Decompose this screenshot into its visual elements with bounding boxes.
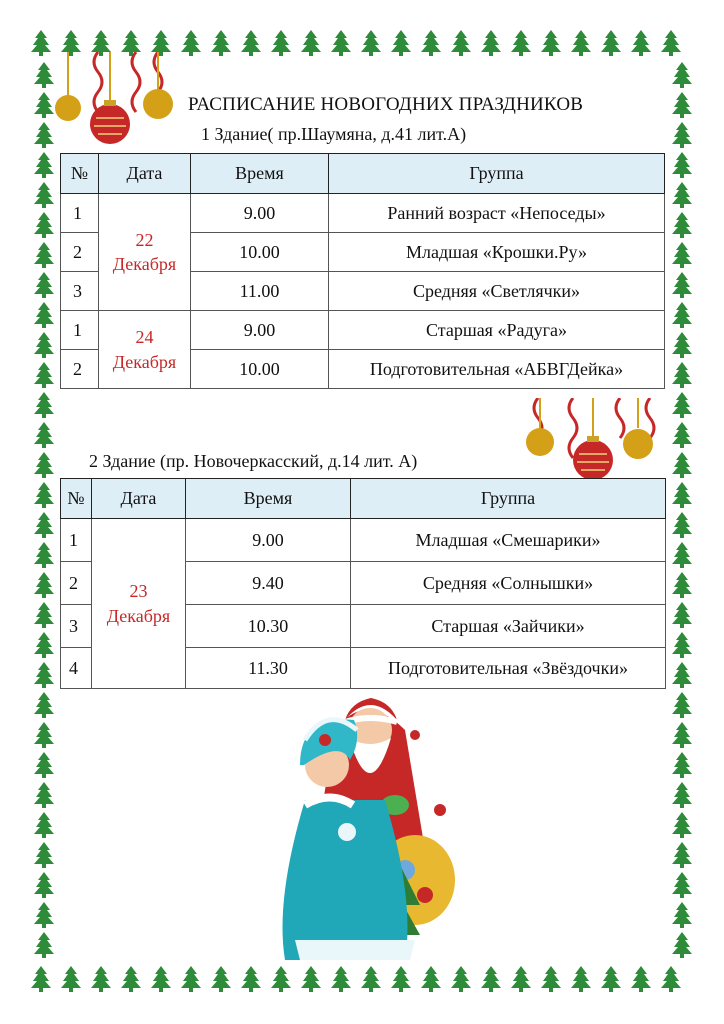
christmas-tree-icon (671, 182, 693, 208)
christmas-tree-icon (33, 782, 55, 808)
christmas-tree-icon (33, 422, 55, 448)
row-time: 11.00 (191, 272, 329, 311)
christmas-tree-icon (33, 452, 55, 478)
row-num: 1 (61, 519, 92, 562)
header-time: Время (191, 154, 329, 194)
christmas-tree-icon (33, 692, 55, 718)
christmas-tree-icon (671, 752, 693, 778)
christmas-tree-icon (570, 30, 592, 56)
christmas-tree-icon (240, 966, 262, 992)
christmas-tree-icon (390, 30, 412, 56)
row-group: Младшая «Смешарики» (351, 519, 666, 562)
christmas-tree-icon (540, 30, 562, 56)
row-time: 9.00 (191, 311, 329, 350)
christmas-tree-icon (660, 966, 682, 992)
christmas-tree-icon (540, 966, 562, 992)
row-num: 2 (61, 233, 99, 272)
christmas-tree-icon (671, 302, 693, 328)
table-header-row (61, 154, 665, 194)
row-group: Средняя «Солнышки» (351, 562, 666, 605)
christmas-tree-icon (671, 722, 693, 748)
page-title: РАСПИСАНИЕ НОВОГОДНИХ ПРАЗДНИКОВ (188, 94, 584, 115)
christmas-tree-icon (671, 602, 693, 628)
christmas-tree-icon (33, 212, 55, 238)
header-group: Группа (329, 154, 665, 194)
date-day: 24 (135, 327, 154, 348)
table-row (61, 519, 666, 562)
christmas-tree-icon (671, 152, 693, 178)
header-time: Время (186, 479, 351, 519)
christmas-tree-icon (671, 782, 693, 808)
row-time: 11.30 (186, 648, 351, 689)
row-time: 10.00 (191, 350, 329, 389)
row-num: 4 (61, 648, 92, 689)
christmas-tree-icon (33, 482, 55, 508)
christmas-tree-icon (671, 452, 693, 478)
row-time: 10.30 (186, 605, 351, 648)
christmas-tree-icon (33, 572, 55, 598)
date-day: 23 (129, 581, 148, 602)
christmas-tree-icon (30, 966, 52, 992)
row-time: 9.00 (191, 194, 329, 233)
christmas-tree-icon (33, 872, 55, 898)
christmas-tree-icon (671, 812, 693, 838)
christmas-tree-icon (33, 242, 55, 268)
christmas-tree-icon (671, 932, 693, 958)
date-day: 22 (135, 229, 154, 250)
christmas-tree-icon (33, 632, 55, 658)
row-time: 10.00 (191, 233, 329, 272)
christmas-ornament-icon (48, 52, 188, 152)
christmas-tree-icon (90, 966, 112, 992)
christmas-tree-icon (671, 662, 693, 688)
date-month: Декабря (112, 351, 177, 372)
row-num: 2 (61, 562, 92, 605)
christmas-tree-icon (33, 662, 55, 688)
christmas-tree-icon (600, 30, 622, 56)
schedule-table-building-1 (60, 153, 665, 389)
christmas-tree-icon (671, 212, 693, 238)
christmas-tree-icon (671, 422, 693, 448)
row-group: Старшая «Зайчики» (351, 605, 666, 648)
christmas-tree-icon (480, 966, 502, 992)
christmas-tree-icon (33, 182, 55, 208)
christmas-tree-icon (33, 512, 55, 538)
christmas-tree-icon (33, 752, 55, 778)
christmas-tree-icon (33, 272, 55, 298)
header-num: № (61, 479, 92, 519)
row-group: Старшая «Радуга» (329, 311, 665, 350)
christmas-tree-icon (660, 30, 682, 56)
table-row (61, 194, 665, 233)
christmas-tree-icon (33, 932, 55, 958)
christmas-tree-icon (120, 966, 142, 992)
row-num: 2 (61, 350, 99, 389)
row-group: Подготовительная «АБВГДейка» (329, 350, 665, 389)
building-2-label: 2 Здание (пр. Новочеркасский, д.14 лит. А) (89, 451, 418, 471)
date-cell (99, 194, 191, 311)
christmas-tree-icon (671, 482, 693, 508)
row-group: Подготовительная «Звёздочки» (351, 648, 666, 689)
christmas-tree-icon (671, 542, 693, 568)
christmas-tree-icon (33, 542, 55, 568)
christmas-tree-icon (480, 30, 502, 56)
header-group: Группа (351, 479, 666, 519)
christmas-tree-icon (671, 512, 693, 538)
christmas-tree-icon (300, 30, 322, 56)
christmas-tree-icon (671, 692, 693, 718)
christmas-tree-icon (671, 572, 693, 598)
christmas-tree-icon (671, 902, 693, 928)
schedule-table-building-2 (60, 478, 666, 689)
christmas-tree-icon (671, 362, 693, 388)
christmas-tree-icon (420, 30, 442, 56)
christmas-tree-icon (33, 332, 55, 358)
table-header-row (61, 479, 666, 519)
christmas-tree-icon (671, 62, 693, 88)
christmas-tree-icon (671, 242, 693, 268)
christmas-tree-icon (671, 92, 693, 118)
row-num: 1 (61, 194, 99, 233)
christmas-tree-icon (630, 30, 652, 56)
row-time: 9.00 (186, 519, 351, 562)
header-date: Дата (92, 479, 186, 519)
christmas-tree-icon (210, 966, 232, 992)
row-group: Младшая «Крошки.Ру» (329, 233, 665, 272)
christmas-tree-icon (360, 30, 382, 56)
row-num: 3 (61, 272, 99, 311)
christmas-tree-icon (33, 302, 55, 328)
header-date: Дата (99, 154, 191, 194)
christmas-tree-icon (671, 332, 693, 358)
christmas-tree-icon (630, 966, 652, 992)
christmas-tree-icon (671, 632, 693, 658)
ded-moroz-snegurochka-illustration (265, 690, 465, 970)
christmas-tree-icon (510, 966, 532, 992)
christmas-tree-icon (33, 602, 55, 628)
christmas-tree-icon (33, 812, 55, 838)
christmas-tree-icon (33, 362, 55, 388)
row-num: 1 (61, 311, 99, 350)
christmas-tree-icon (33, 392, 55, 418)
header-num: № (61, 154, 99, 194)
christmas-tree-icon (671, 122, 693, 148)
building-1-label: 1 Здание( пр.Шаумяна, д.41 лит.А) (201, 124, 467, 144)
christmas-tree-icon (671, 272, 693, 298)
christmas-tree-icon (450, 30, 472, 56)
christmas-tree-icon (600, 966, 622, 992)
christmas-tree-icon (33, 722, 55, 748)
christmas-tree-icon (671, 842, 693, 868)
row-num: 3 (61, 605, 92, 648)
christmas-tree-icon (180, 966, 202, 992)
christmas-tree-icon (33, 902, 55, 928)
christmas-tree-icon (60, 966, 82, 992)
row-group: Ранний возраст «Непоседы» (329, 194, 665, 233)
christmas-tree-icon (671, 872, 693, 898)
date-month: Декабря (112, 254, 177, 274)
christmas-tree-icon (270, 30, 292, 56)
date-month: Декабря (106, 605, 171, 626)
christmas-tree-icon (210, 30, 232, 56)
christmas-tree-icon (33, 842, 55, 868)
row-time: 9.40 (186, 562, 351, 605)
christmas-tree-icon (33, 152, 55, 178)
christmas-tree-icon (510, 30, 532, 56)
table-row (61, 311, 665, 350)
christmas-tree-icon (330, 30, 352, 56)
christmas-tree-icon (240, 30, 262, 56)
christmas-tree-icon (570, 966, 592, 992)
date-cell (99, 311, 191, 389)
date-cell (92, 519, 186, 689)
christmas-tree-icon (150, 966, 172, 992)
christmas-tree-icon (671, 392, 693, 418)
row-group: Средняя «Светлячки» (329, 272, 665, 311)
